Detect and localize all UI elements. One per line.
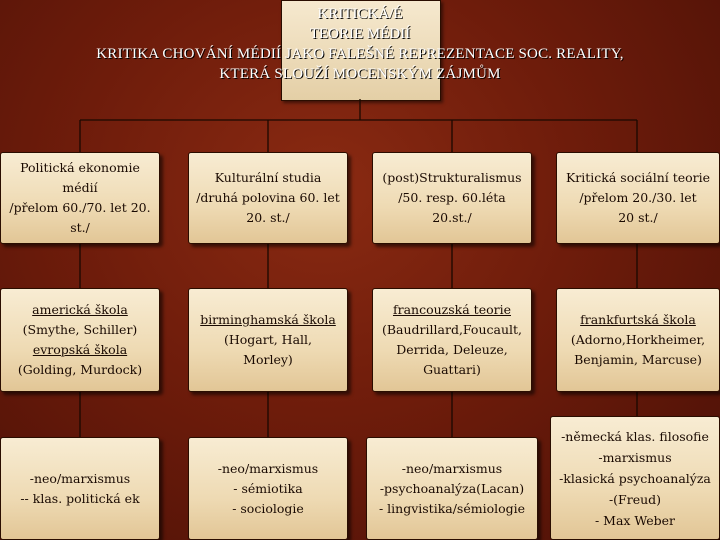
column-2-header-box [188, 152, 348, 244]
root-subtitle-line-2: KTERÁ SLOUŽÍ MOCENSKÝM ZÁJMŮM [219, 66, 501, 82]
column-3-theory-line: -psychoanalýza(Lacan) [379, 480, 525, 496]
column-3-school-authors: Guattari) [423, 362, 481, 377]
column-2-school-name: birminghamská škola [200, 312, 336, 327]
column-1-theory-box [0, 437, 160, 540]
column-2-theory-line: - sociologie [232, 500, 304, 516]
column-4-theory-box [550, 416, 720, 540]
column-2-header-line: 20. st./ [246, 210, 290, 225]
column-4-header-box [556, 152, 720, 244]
column-4-theory-line: -německá klas. filosofie [561, 428, 709, 444]
column-1-header-line: st./ [70, 220, 90, 235]
column-4-schools-box [556, 288, 720, 392]
column-4-theory-line: -klasická psychoanalýza [559, 470, 711, 486]
column-3-theory-line: -neo/marxismus [401, 460, 503, 476]
column-3-school-authors: Derrida, Deleuze, [396, 342, 508, 357]
column-4-school-authors: Benjamin, Marcuse) [574, 352, 702, 367]
column-3-theory-line: - lingvistika/sémiologie [378, 500, 526, 516]
column-3-header-line: /50. resp. 60.léta [398, 190, 506, 205]
column-2-theory-box [188, 437, 348, 540]
column-3-school-authors: (Baudrillard,Foucault, [381, 322, 522, 337]
root-heading [0, 4, 720, 84]
column-2-schools-box [188, 288, 348, 392]
column-1-header-line: /přelom 60./70. let 20. [9, 200, 151, 215]
column-2-header-line: /druhá polovina 60. let [196, 190, 340, 205]
column-4-school-name: frankfurtská škola [580, 312, 696, 327]
column-2-theory-line: -neo/marxismus [217, 460, 319, 476]
column-3-header-line: (post)Strukturalismus [382, 170, 522, 185]
root-title-line-1: KRITICKÁ/É [317, 6, 403, 22]
column-2-header-line: Kulturální studia [214, 170, 322, 185]
column-1-header-line: médií [62, 180, 98, 195]
column-1-header-box [0, 152, 160, 244]
column-3-school-name: francouzská teorie [392, 302, 511, 317]
column-3-header-box [372, 152, 532, 244]
column-1-school-authors: (Smythe, Schiller) [22, 322, 138, 337]
column-4-theory-line: - Max Weber [594, 512, 676, 528]
column-1-theory-line: -neo/marxismus [29, 470, 131, 486]
column-1-header-line: Politická ekonomie [20, 160, 140, 175]
column-4-header-line: 20 st./ [618, 210, 658, 225]
column-2-school-authors: Morley) [243, 352, 293, 367]
column-4-theory-line: -marxismus [598, 449, 672, 465]
column-4-school-authors: (Adorno,Horkheimer, [570, 332, 706, 347]
column-3-theory-box [366, 437, 538, 540]
column-1-schools-box [0, 288, 160, 392]
column-1-school-name: americká škola [32, 302, 128, 317]
column-4-header-line: Kritická sociální teorie [565, 170, 711, 185]
column-4-theory-line: -(Freud) [608, 491, 662, 507]
column-2-theory-line: - sémiotika [233, 480, 303, 496]
column-2-school-authors: (Hogart, Hall, [223, 332, 313, 347]
root-title-line-2: TEORIE MÉDIÍ [309, 26, 411, 42]
column-3-schools-box [372, 288, 532, 392]
column-1-school-authors: (Golding, Murdock) [17, 362, 143, 377]
column-3-header-line: 20.st./ [432, 210, 472, 225]
column-4-header-line: /přelom 20./30. let [579, 190, 697, 205]
root-subtitle-line-1: KRITIKA CHOVÁNÍ MÉDIÍ JAKO FALEŠNÉ REPREZENTACE SOC. REALITY, [96, 46, 624, 62]
column-1-school-name: evropská škola [32, 342, 128, 357]
column-1-theory-line: -- klas. politická ek [20, 490, 140, 506]
